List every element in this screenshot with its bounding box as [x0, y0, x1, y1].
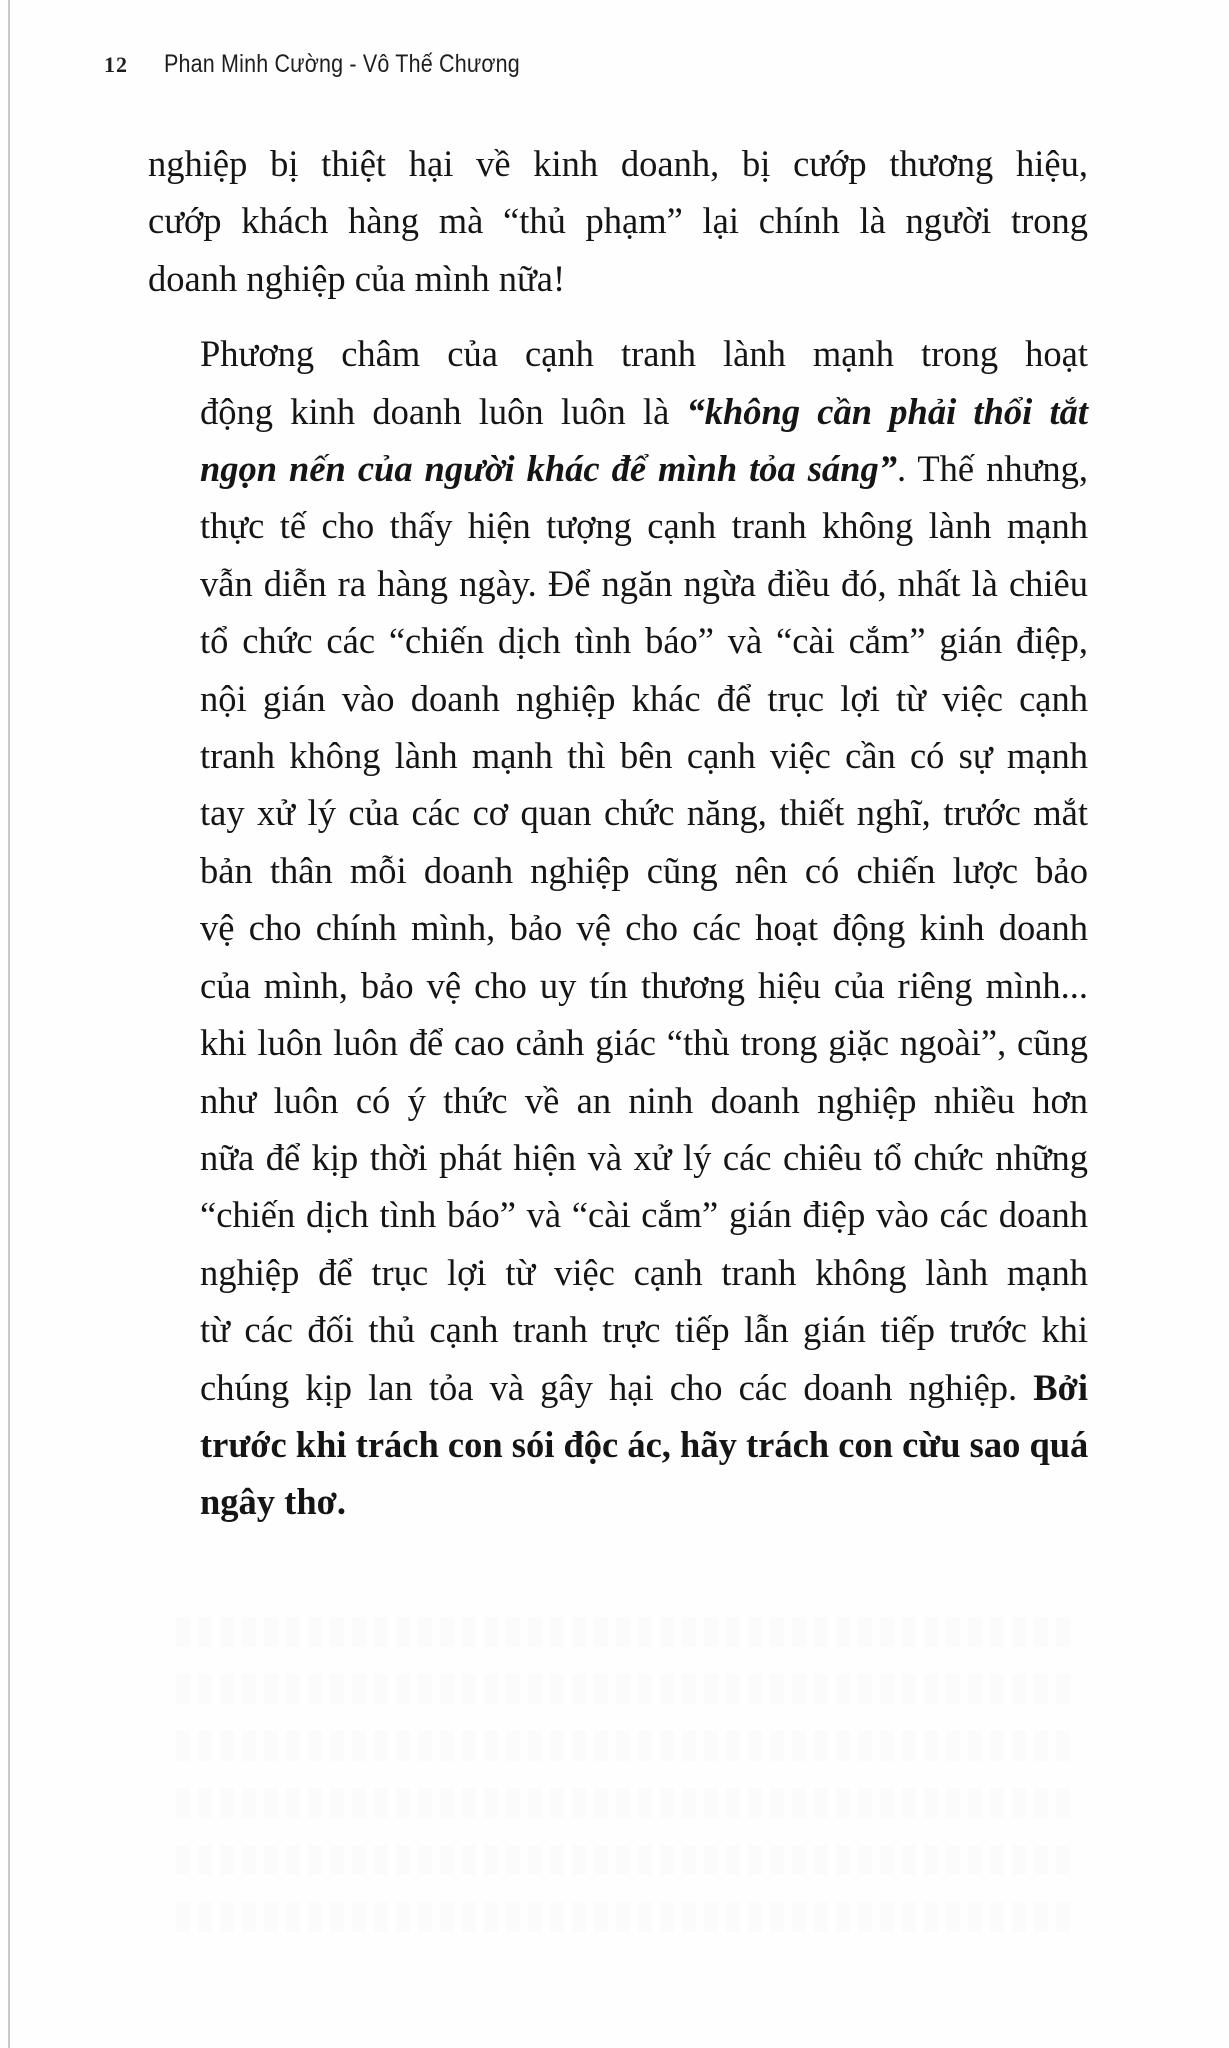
text-run: khi luôn luôn để cao cảnh giác “thù trong giặc ngoài”, cũng [200, 1022, 1088, 1064]
text-run: tranh không lành mạnh thì bên cạnh việc cần có sự mạnh [200, 735, 1088, 777]
text-line [148, 1129, 1088, 1186]
text-line [148, 1359, 1088, 1416]
text-run: nữa để kịp thời phát hiện và xử lý các chiêu tổ chức những [200, 1136, 1088, 1178]
ghost-line [170, 1902, 1070, 1932]
text-line [148, 555, 1088, 612]
text-run: thực tế cho thấy hiện tượng cạnh tranh không lành mạnh [200, 505, 1088, 547]
running-head [104, 50, 578, 86]
text-line [148, 135, 1088, 192]
emphasis-run: ngây thơ. [200, 1481, 346, 1523]
text-run: “chiến dịch tình báo” và “cài cắm” gián điệp vào các doanh [200, 1194, 1088, 1236]
text-line [148, 383, 1088, 440]
ghost-line [170, 1674, 1070, 1704]
paragraph-1 [148, 135, 1088, 307]
text-line [148, 957, 1088, 1014]
text-run: vệ cho chính mình, bảo vệ cho các hoạt động kinh doanh [200, 907, 1088, 949]
text-line [148, 250, 1088, 307]
text-run: tay xử lý của các cơ quan chức năng, thiết nghĩ, trước mắt [200, 792, 1088, 834]
text-line [148, 670, 1088, 727]
text-line [148, 612, 1088, 669]
text-run: như luôn có ý thức về an ninh doanh nghiệp nhiều hơn [200, 1079, 1088, 1121]
text-line [148, 1072, 1088, 1129]
text-run: doanh nghiệp của mình nữa! [148, 257, 566, 299]
text-run: động kinh doanh luôn luôn là [200, 390, 687, 432]
running-head-authors: Phan Minh Cường - Vô Thế Chương [164, 50, 520, 78]
text-run: bản thân mỗi doanh nghiệp cũng nên có chiến lược bảo [200, 849, 1088, 891]
text-run: nghiệp bị thiệt hại về kinh doanh, bị cướp thương hiệu, [148, 143, 1088, 184]
text-line [148, 1014, 1088, 1071]
text-line [148, 1301, 1088, 1358]
text-line [148, 440, 1088, 497]
text-line [148, 1473, 1088, 1530]
body-text [148, 135, 1088, 1531]
text-line [148, 1186, 1088, 1243]
text-run: vẫn diễn ra hàng ngày. Để ngăn ngừa điều đó, nhất là chiêu [200, 562, 1088, 604]
text-run: từ các đối thủ cạnh tranh trực tiếp lẫn gián tiếp trước khi [200, 1309, 1088, 1351]
ghost-line [170, 1731, 1070, 1761]
text-line [148, 497, 1088, 554]
text-line [148, 1416, 1088, 1473]
ghost-line [170, 1617, 1070, 1647]
ghost-line [170, 1845, 1070, 1875]
text-line [148, 727, 1088, 784]
text-run: cướp khách hàng mà “thủ phạm” lại chính là người trong [148, 200, 1088, 242]
emphasis-run: trước khi trách con sói độc ác, hãy trách con cừu sao quá [200, 1423, 1089, 1465]
emphasis-run: Bởi [1033, 1366, 1088, 1408]
text-run: nghiệp để trục lợi từ việc cạnh tranh không lành mạnh [200, 1251, 1088, 1293]
ghost-line [170, 1788, 1070, 1818]
text-run: nội gián vào doanh nghiệp khác để trục lợi từ việc cạnh [200, 677, 1088, 719]
text-line [148, 784, 1088, 841]
text-run: tổ chức các “chiến dịch tình báo” và “cài cắm” gián điệp, [200, 620, 1088, 662]
paragraph-2 [148, 325, 1088, 1531]
show-through-from-reverse-page [170, 1590, 1070, 1932]
text-line [148, 1244, 1088, 1301]
page-edge [8, 0, 10, 2048]
emphasis-run: “không cần phải thổi tắt [686, 390, 1089, 432]
text-line [148, 325, 1088, 382]
text-run: Phương châm của cạnh tranh lành mạnh trong hoạt [200, 333, 1088, 375]
text-run: . Thế nhưng, [896, 448, 1088, 490]
emphasis-run: ngọn nến của người khác để mình tỏa sáng” [200, 448, 897, 490]
text-line [148, 842, 1088, 899]
text-run: chúng kịp lan tỏa và gây hại cho các doanh nghiệp. [200, 1366, 1034, 1408]
text-line [148, 899, 1088, 956]
text-line [148, 192, 1088, 249]
page-number: 12 [104, 52, 128, 77]
text-run: của mình, bảo vệ cho uy tín thương hiệu của riêng mình... [200, 964, 1088, 1006]
